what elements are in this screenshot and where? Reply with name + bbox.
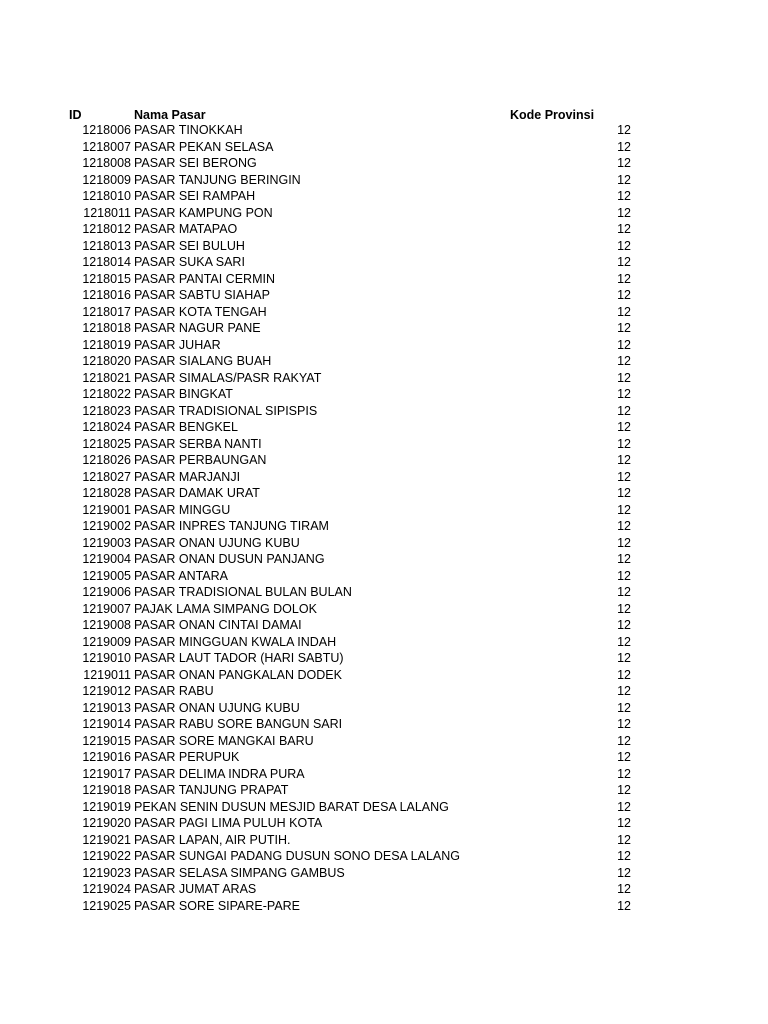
market-id: 1219003	[82, 535, 131, 550]
table-row	[0, 205, 768, 222]
province-code: 12	[617, 469, 631, 484]
province-code: 12	[617, 585, 631, 599]
market-name: PASAR TINOKKAH	[134, 123, 243, 137]
table-row	[0, 716, 768, 733]
market-name: PASAR TANJUNG BERINGIN	[134, 172, 301, 187]
province-code: 12	[617, 354, 631, 368]
market-id: 1219013	[82, 700, 131, 715]
market-name: PASAR SEI BERONG	[134, 156, 257, 170]
province-code: 12	[617, 453, 631, 467]
table-row	[0, 601, 768, 618]
province-code: 12	[617, 519, 631, 533]
province-code: 12	[617, 288, 631, 302]
table-row	[0, 551, 768, 568]
market-id: 1218025	[82, 436, 131, 451]
table-row	[0, 815, 768, 832]
market-id: 1219007	[82, 601, 131, 616]
table-row	[0, 122, 768, 139]
market-name: PASAR MINGGU	[134, 502, 231, 517]
province-code: 12	[617, 832, 631, 847]
table-row	[0, 287, 768, 304]
province-code: 12	[617, 156, 631, 170]
market-id: 1219008	[82, 618, 131, 632]
market-name: PASAR ONAN UJUNG KUBU	[134, 535, 300, 550]
market-name: PASAR KAMPUNG PON	[134, 205, 273, 220]
market-id: 1218013	[82, 238, 131, 253]
market-name: PASAR SORE SIPARE-PARE	[134, 898, 301, 913]
market-id: 1218017	[82, 304, 131, 319]
market-id: 1218006	[82, 123, 131, 137]
market-name: PASAR JUMAT ARAS	[134, 882, 257, 896]
market-id: 1218016	[82, 288, 131, 302]
market-name: PASAR SEI BULUH	[134, 238, 245, 253]
table-row	[0, 799, 768, 816]
market-id: 1218010	[82, 189, 131, 203]
province-code: 12	[617, 849, 631, 863]
market-name: PASAR SIALANG BUAH	[134, 354, 272, 368]
province-code: 12	[617, 783, 631, 797]
province-code: 12	[617, 882, 631, 896]
table-row	[0, 139, 768, 156]
province-code: 12	[617, 172, 631, 187]
table-row	[0, 782, 768, 799]
table-row	[0, 452, 768, 469]
market-id: 1219018	[82, 783, 131, 797]
market-name: PASAR BENGKEL	[134, 420, 238, 434]
province-code: 12	[617, 271, 631, 286]
market-name: PASAR MINGGUAN KWALA INDAH	[134, 634, 337, 649]
market-id: 1218007	[82, 139, 131, 154]
header-kode-provinsi: Kode Provinsi	[510, 108, 595, 122]
table-row	[0, 320, 768, 337]
market-name: PASAR ONAN UJUNG KUBU	[134, 700, 300, 715]
table-row	[0, 584, 768, 601]
market-name: PASAR MARJANJI	[134, 469, 241, 484]
market-id: 1219012	[82, 684, 131, 698]
market-id: 1219020	[82, 816, 131, 830]
table-row	[0, 535, 768, 552]
market-id: 1219019	[82, 799, 131, 814]
table-row	[0, 667, 768, 684]
table-row	[0, 419, 768, 436]
table-row	[0, 155, 768, 172]
market-name: PASAR SEI RAMPAH	[134, 189, 256, 203]
table-row	[0, 436, 768, 453]
market-id: 1219006	[82, 585, 131, 599]
province-code: 12	[617, 766, 631, 781]
market-name: PASAR RABU	[134, 684, 214, 698]
province-code: 12	[617, 618, 631, 632]
market-id: 1219021	[82, 832, 131, 847]
table-row	[0, 485, 768, 502]
table-row	[0, 733, 768, 750]
table-row	[0, 353, 768, 370]
market-id: 1219010	[82, 651, 131, 665]
table-row	[0, 502, 768, 519]
table-row	[0, 304, 768, 321]
market-name: PASAR NAGUR PANE	[134, 321, 261, 335]
market-name: PEKAN SENIN DUSUN MESJID BARAT DESA LALANG	[134, 799, 449, 814]
province-code: 12	[617, 634, 631, 649]
province-code: 12	[617, 436, 631, 451]
market-name: PASAR PANTAI CERMIN	[134, 271, 275, 286]
market-id: 1218021	[82, 370, 131, 385]
market-id: 1219004	[82, 552, 131, 566]
table-row	[0, 700, 768, 717]
province-code: 12	[617, 568, 631, 583]
table-row	[0, 898, 768, 915]
table-row	[0, 254, 768, 271]
table-row	[0, 221, 768, 238]
province-code: 12	[617, 552, 631, 566]
province-code: 12	[617, 222, 631, 236]
market-name: PASAR ONAN CINTAI DAMAI	[134, 618, 302, 632]
header-id: ID	[69, 108, 82, 122]
table-row	[0, 766, 768, 783]
province-code: 12	[617, 304, 631, 319]
province-code: 12	[617, 205, 631, 220]
province-code: 12	[617, 420, 631, 434]
market-id: 1219022	[82, 849, 131, 863]
market-id: 1218015	[82, 271, 131, 286]
market-name: PASAR SORE MANGKAI BARU	[134, 733, 314, 748]
table-row	[0, 386, 768, 403]
province-code: 12	[617, 255, 631, 269]
market-id: 1219016	[82, 750, 131, 764]
market-name: PASAR SUNGAI PADANG DUSUN SONO DESA LALANG	[134, 849, 461, 863]
province-code: 12	[617, 337, 631, 352]
market-name: PAJAK LAMA SIMPANG DOLOK	[134, 601, 317, 616]
market-name: PASAR SERBA NANTI	[134, 436, 262, 451]
table-row	[0, 881, 768, 898]
market-id: 1218020	[82, 354, 131, 368]
table-row	[0, 650, 768, 667]
market-id: 1219002	[82, 519, 131, 533]
header-nama-pasar: Nama Pasar	[134, 108, 206, 122]
market-name: PASAR PERBAUNGAN	[134, 453, 267, 467]
table-row	[0, 188, 768, 205]
table-row	[0, 568, 768, 585]
province-code: 12	[617, 601, 631, 616]
province-code: 12	[617, 387, 631, 401]
market-name: PASAR JUHAR	[134, 337, 221, 352]
table-row	[0, 848, 768, 865]
market-id: 1219024	[82, 882, 131, 896]
province-code: 12	[617, 651, 631, 665]
market-name: PASAR RABU SORE BANGUN SARI	[134, 717, 343, 731]
province-code: 12	[617, 733, 631, 748]
market-name: PASAR DAMAK URAT	[134, 486, 260, 500]
province-code: 12	[617, 370, 631, 385]
market-name: PASAR INPRES TANJUNG TIRAM	[134, 519, 329, 533]
table-row	[0, 865, 768, 882]
market-id: 1219017	[82, 766, 131, 781]
province-code: 12	[617, 799, 631, 814]
market-name: PASAR KOTA TENGAH	[134, 304, 267, 319]
market-id: 1218012	[82, 222, 131, 236]
province-code: 12	[617, 865, 631, 880]
market-name: PASAR LAUT TADOR (HARI SABTU)	[134, 651, 344, 665]
table-row	[0, 683, 768, 700]
province-code: 12	[617, 667, 631, 682]
province-code: 12	[617, 238, 631, 253]
table-row	[0, 271, 768, 288]
market-id: 1219011	[83, 667, 131, 682]
table-row	[0, 370, 768, 387]
market-id: 1218028	[82, 486, 131, 500]
table-row	[0, 238, 768, 255]
market-table-body	[0, 122, 768, 914]
market-id: 1218014	[82, 255, 131, 269]
market-name: PASAR PEKAN SELASA	[134, 139, 274, 154]
province-code: 12	[617, 502, 631, 517]
market-name: PASAR MATAPAO	[134, 222, 238, 236]
market-id: 1219009	[82, 634, 131, 649]
market-name: PASAR SUKA SARI	[134, 255, 245, 269]
market-id: 1218019	[82, 337, 131, 352]
market-id: 1219015	[82, 733, 131, 748]
market-name: PASAR PERUPUK	[134, 750, 240, 764]
market-id: 1219014	[82, 717, 131, 731]
market-name: PASAR PAGI LIMA PULUH KOTA	[134, 816, 323, 830]
market-id: 1218009	[82, 172, 131, 187]
market-id: 1219023	[82, 865, 131, 880]
province-code: 12	[617, 750, 631, 764]
market-id: 1218023	[82, 403, 131, 418]
province-code: 12	[617, 189, 631, 203]
market-id: 1219005	[82, 568, 131, 583]
market-name: PASAR ONAN DUSUN PANJANG	[134, 552, 325, 566]
province-code: 12	[617, 700, 631, 715]
market-id: 1218024	[82, 420, 131, 434]
province-code: 12	[617, 321, 631, 335]
market-id: 1218008	[82, 156, 131, 170]
province-code: 12	[617, 816, 631, 830]
market-name: PASAR BINGKAT	[134, 387, 233, 401]
table-row	[0, 832, 768, 849]
province-code: 12	[617, 717, 631, 731]
market-name: PASAR SELASA SIMPANG GAMBUS	[134, 865, 345, 880]
province-code: 12	[617, 139, 631, 154]
market-name: PASAR TRADISIONAL SIPISPIS	[134, 403, 318, 418]
market-name: PASAR LAPAN, AIR PUTIH.	[134, 832, 291, 847]
province-code: 12	[617, 123, 631, 137]
province-code: 12	[617, 535, 631, 550]
market-name: PASAR ANTARA	[134, 568, 229, 583]
province-code: 12	[617, 403, 631, 418]
market-name: PASAR ONAN PANGKALAN DODEK	[134, 667, 342, 682]
market-id: 1218026	[82, 453, 131, 467]
table-row	[0, 469, 768, 486]
province-code: 12	[617, 684, 631, 698]
province-code: 12	[617, 486, 631, 500]
table-row	[0, 617, 768, 634]
market-id: 1218011	[83, 205, 131, 220]
province-code: 12	[617, 898, 631, 913]
market-name: PASAR SABTU SIAHAP	[134, 288, 270, 302]
table-row	[0, 634, 768, 651]
market-id: 1218027	[82, 469, 131, 484]
market-name: PASAR SIMALAS/PASR RAKYAT	[134, 370, 322, 385]
table-row	[0, 749, 768, 766]
table-row	[0, 403, 768, 420]
table-row	[0, 337, 768, 354]
market-id: 1218018	[82, 321, 131, 335]
market-name: PASAR TRADISIONAL BULAN BULAN	[134, 585, 352, 599]
market-name: PASAR TANJUNG PRAPAT	[134, 783, 289, 797]
market-id: 1219001	[82, 502, 131, 517]
market-name: PASAR DELIMA INDRA PURA	[134, 766, 305, 781]
table-row	[0, 172, 768, 189]
table-row	[0, 518, 768, 535]
market-id: 1218022	[82, 387, 131, 401]
market-id: 1219025	[82, 898, 131, 913]
